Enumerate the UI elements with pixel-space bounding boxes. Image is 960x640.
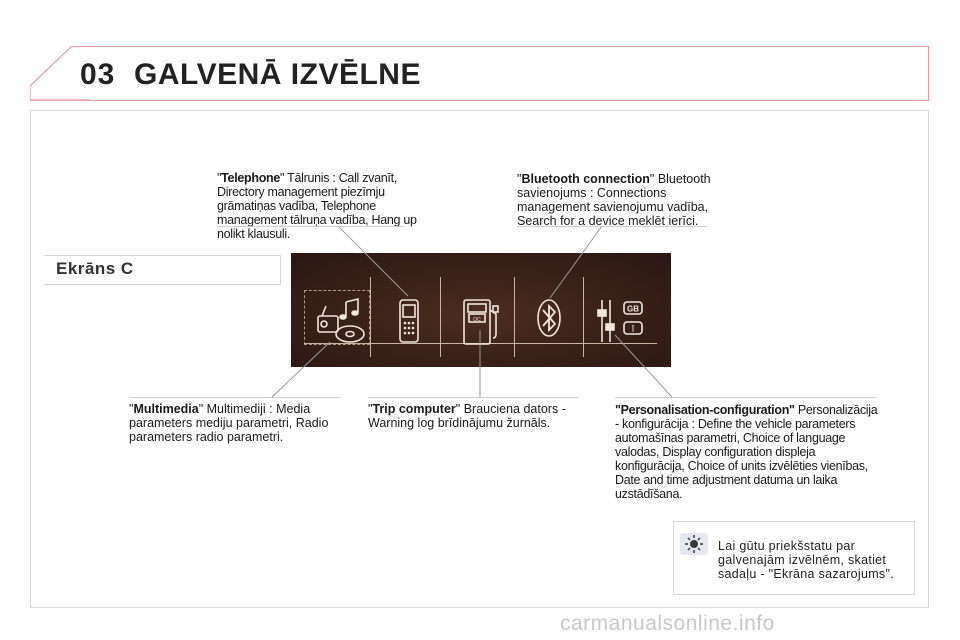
- callout-quote: ": [129, 402, 134, 416]
- callout-description: " Brauciena dators - Warning log brīdinājumu žurnāls.: [368, 402, 566, 430]
- callout-description: " Multimediji : Media parameters mediju parametri, Radio parameters radio parametri.: [129, 402, 329, 444]
- icon-separator: [440, 277, 441, 357]
- icon-separator: [583, 277, 584, 357]
- page-title: GALVENĀ IZVĒLNE: [134, 58, 421, 91]
- callout-term: Bluetooth connection: [521, 172, 650, 186]
- tip-text: Lai gūtu priekšstatu par galvenajām izvēlnēm, skatiet sadaļu - "Ekrāna sazarojums".: [718, 539, 894, 581]
- callout-term: Telephone: [221, 171, 281, 185]
- icon-separator: [514, 277, 515, 357]
- chapter-number: 03: [80, 58, 116, 91]
- bluetooth-icon[interactable]: [522, 296, 576, 350]
- callout-rule: [368, 397, 578, 398]
- language-badge: GB: [627, 304, 639, 314]
- bluetooth-callout: [517, 172, 712, 228]
- callout-rule: [517, 226, 707, 227]
- personalisation-icon[interactable]: [594, 296, 648, 350]
- callout-description: Personalizācija - konfigurācija : Define the vehicle parameters automašīnas parametri, Choice of language valodas, Display configuration displeja konfigurācija, Choice of units izvēlēties vienības, Date and time adjustment datuma un laika uzstādīšana.: [615, 403, 878, 501]
- multimedia-callout: [129, 402, 344, 444]
- watermark: carmanualsonline.info: [560, 612, 775, 635]
- callout-term: "Personalisation-configuration": [615, 403, 795, 417]
- callout-term: Multimedia: [133, 402, 199, 416]
- callout-rule: [129, 397, 341, 398]
- section-label: Ekrāns C: [56, 259, 134, 278]
- units-badge: I: [631, 323, 635, 334]
- svg-text:OC: OC: [473, 317, 481, 323]
- multimedia-icon[interactable]: [312, 296, 366, 350]
- callout-rule: [615, 397, 877, 398]
- callout-quote: ": [217, 171, 222, 185]
- callout-description: " Tālrunis : Call zvanīt, Directory management piezīmju grāmatiņas vadība, Telephone management tālruņa vadība, Hang up nolikt klausuli.: [217, 171, 417, 241]
- header-underline: [30, 100, 930, 101]
- callout-description: " Bluetooth savienojums : Connections management savienojumu vadība, Search for a device meklēt ierīci.: [517, 172, 711, 228]
- trip-computer-icon[interactable]: [452, 296, 506, 350]
- personalisation-callout: [615, 403, 883, 501]
- icon-separator: [370, 277, 371, 357]
- callout-rule: [217, 226, 405, 227]
- callout-term: Trip computer: [372, 402, 456, 416]
- telephone-callout: [217, 171, 417, 241]
- telephone-icon[interactable]: [382, 296, 436, 350]
- trip-computer-callout: [368, 402, 583, 430]
- callout-quote: ": [368, 402, 373, 416]
- sun-tip-icon: [680, 533, 708, 555]
- callout-quote: ": [517, 172, 522, 186]
